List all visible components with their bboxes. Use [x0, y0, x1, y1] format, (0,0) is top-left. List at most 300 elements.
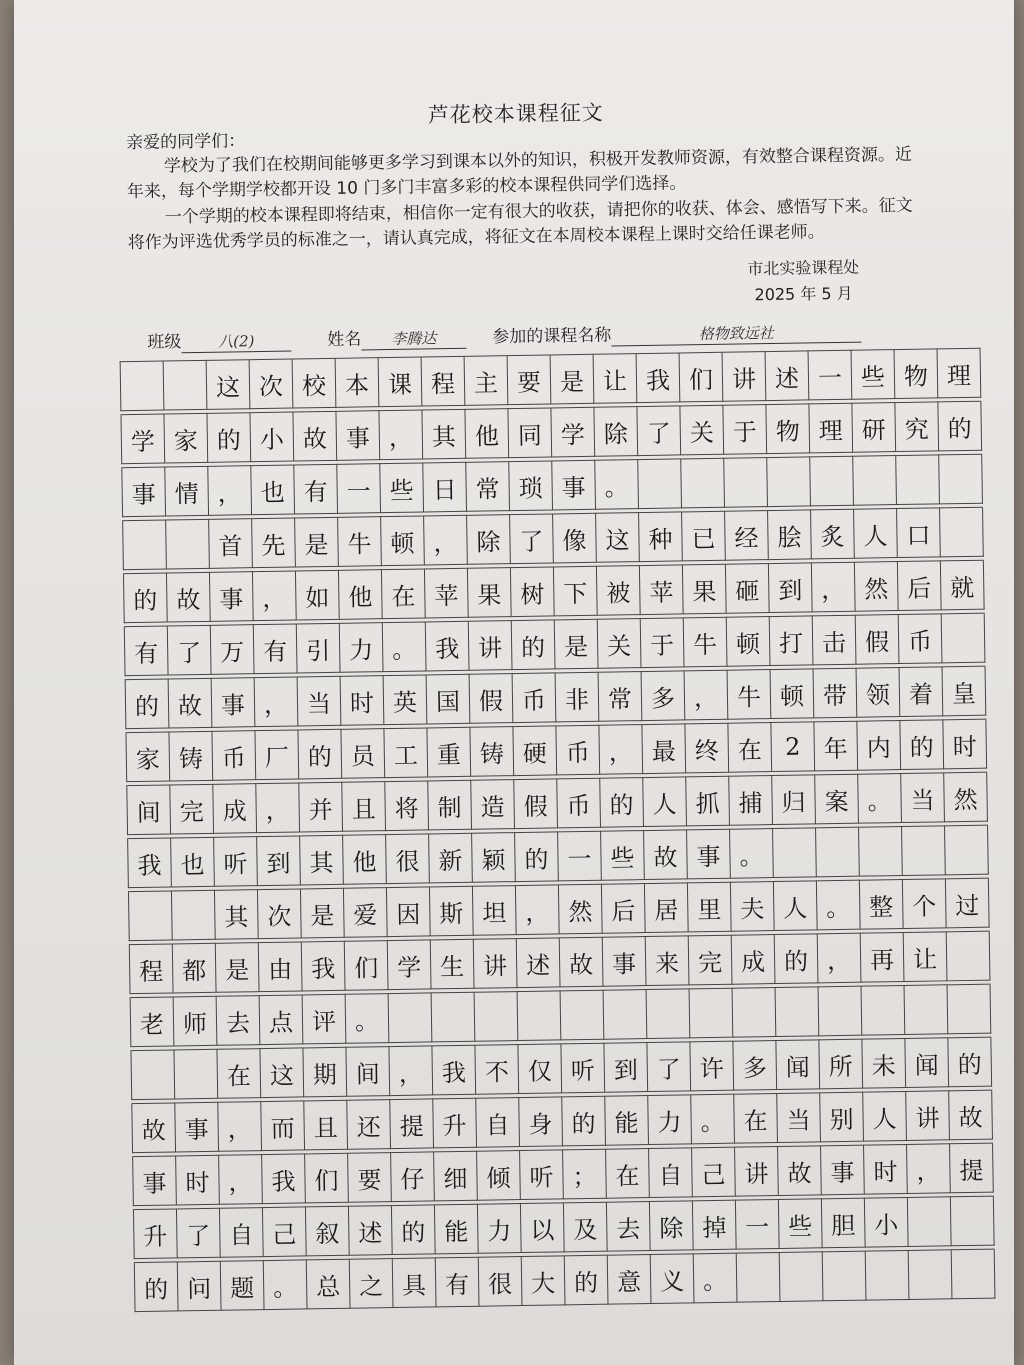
- essay-cell: 次: [249, 359, 293, 409]
- essay-cell: [853, 456, 897, 506]
- class-label: 班级: [147, 332, 182, 353]
- essay-cell: 的: [948, 1037, 992, 1087]
- course-label: 参加的课程名称: [492, 325, 612, 348]
- essay-cell: [166, 519, 210, 569]
- essay-cell: [902, 826, 946, 876]
- essay-cell: 学: [387, 940, 431, 990]
- essay-cell: 己: [262, 1207, 306, 1257]
- essay-cell: 讲: [906, 1091, 950, 1141]
- essay-cell: 他: [338, 570, 382, 620]
- essay-cell: [939, 454, 983, 504]
- paragraph-text: 一个学期的校本课程即将结束，相信你一定有很大的收获，请把你的收获、体会、感悟写下来。征文将作为评选优秀学员的标准之一，请认真完成，将征文在本周校本课程上课时交给任课老师。: [127, 195, 913, 254]
- essay-cell: 脍: [768, 510, 812, 560]
- essay-cell: 在: [728, 723, 772, 773]
- essay-cell: [946, 931, 990, 981]
- essay-cell: 铸: [470, 727, 514, 777]
- essay-cell: 在: [217, 1049, 261, 1099]
- essay-cell: 币: [212, 731, 256, 781]
- essay-cell: 一: [735, 1199, 779, 1249]
- essay-cell: [163, 360, 207, 410]
- essay-cell: 时: [943, 719, 987, 769]
- essay-cell: 常: [598, 672, 642, 722]
- essay-cell: 故: [166, 572, 210, 622]
- essay-cell: ，: [811, 562, 855, 612]
- essay-cell: 闻: [905, 1038, 949, 1088]
- essay-cell: 大: [521, 1256, 565, 1306]
- signature-block: [718, 254, 889, 309]
- essay-cell: 也: [171, 837, 215, 887]
- essay-cell: 厂: [255, 730, 299, 780]
- essay-cell: 事: [133, 1156, 177, 1206]
- essay-cell: 的: [515, 832, 559, 882]
- essay-cell: 假: [855, 615, 899, 665]
- essay-cell: [123, 520, 167, 570]
- essay-cell: 家: [126, 732, 170, 782]
- essay-cell: 我: [425, 621, 469, 671]
- essay-cell: 生: [430, 939, 474, 989]
- essay-cell: 间: [346, 1047, 390, 1097]
- essay-cell: 顿: [770, 669, 814, 719]
- essay-cell: 很: [478, 1257, 522, 1307]
- essay-cell: 。: [730, 829, 774, 879]
- essay-cell: 评: [302, 994, 346, 1044]
- name-value[interactable]: 李腾达: [361, 327, 466, 351]
- essay-cell: 在: [734, 1094, 778, 1144]
- essay-cell: 国: [426, 674, 470, 724]
- essay-cell: 些: [380, 463, 424, 513]
- essay-cell: 硬: [513, 726, 557, 776]
- essay-cell: 在: [606, 1149, 650, 1199]
- essay-cell: 口: [897, 508, 941, 558]
- essay-cell: 事: [175, 1102, 219, 1152]
- essay-cell: [904, 985, 948, 1035]
- essay-cell: 让: [903, 932, 947, 982]
- essay-cell: 皇: [942, 666, 986, 716]
- essay-cell: 居: [644, 883, 688, 933]
- essay-cell: 的: [134, 1262, 178, 1312]
- essay-cell: [638, 459, 682, 509]
- name-label: 姓名: [327, 329, 362, 350]
- essay-cell: 事: [821, 1145, 865, 1195]
- salutation: 亲爱的同学们：: [126, 131, 246, 154]
- essay-cell: 升: [433, 1098, 477, 1148]
- essay-grid-table: [120, 348, 996, 1312]
- essay-cell: 于: [640, 618, 684, 668]
- essay-cell: 能: [434, 1204, 478, 1254]
- essay-cell: 许: [690, 1041, 734, 1091]
- essay-cell: 家: [164, 413, 208, 463]
- essay-cell: ，: [256, 783, 300, 833]
- essay-cell: 种: [639, 512, 683, 562]
- essay-cell: 万: [210, 625, 254, 675]
- essay-cell: [779, 1252, 823, 1302]
- essay-cell: 之: [349, 1259, 393, 1309]
- essay-cell: 员: [341, 729, 385, 779]
- essay-cell: 的: [391, 1205, 435, 1255]
- essay-cell: 小: [864, 1197, 908, 1247]
- essay-cell: 学: [121, 414, 165, 464]
- essay-cell: 师: [173, 996, 217, 1046]
- essay-cell: [174, 1049, 218, 1099]
- essay-cell: 故: [559, 937, 603, 987]
- essay-cell: 学: [551, 407, 595, 457]
- essay-cell: 意: [607, 1255, 651, 1305]
- name-field: [327, 323, 466, 351]
- essay-cell: 了: [176, 1208, 220, 1258]
- essay-cell: 细: [434, 1151, 478, 1201]
- essay-cell: 假: [469, 674, 513, 724]
- essay-cell: [810, 456, 854, 506]
- essay-cell: 研: [852, 403, 896, 453]
- essay-cell: 先: [252, 518, 296, 568]
- essay-cell: 的: [562, 1096, 606, 1146]
- course-value[interactable]: 格物致远社: [611, 321, 861, 347]
- essay-cell: 事: [122, 467, 166, 517]
- essay-cell: ，: [599, 725, 643, 775]
- essay-cell: 琐: [509, 461, 553, 511]
- essay-cell: 不: [475, 1045, 519, 1095]
- essay-cell: 人: [854, 509, 898, 559]
- essay-cell: 了: [647, 1042, 691, 1092]
- essay-cell: 。: [595, 460, 639, 510]
- essay-cell: 在: [381, 569, 425, 619]
- essay-cell: ，: [389, 1046, 433, 1096]
- essay-cell: 击: [812, 615, 856, 665]
- essay-cell: 了: [510, 514, 554, 564]
- essay-cell: 引: [296, 623, 340, 673]
- paper-sheet: [14, 0, 1014, 1365]
- essay-cell: 当: [777, 1093, 821, 1143]
- essay-cell: 带: [813, 668, 857, 718]
- essay-cell: 如: [295, 570, 339, 620]
- essay-cell: 的: [123, 573, 167, 623]
- essay-cell: 力: [648, 1095, 692, 1145]
- essay-cell: ，: [208, 466, 252, 516]
- essay-cell: 程: [421, 356, 465, 406]
- essay-cell: 有: [253, 624, 297, 674]
- essay-cell: 除: [467, 515, 511, 565]
- essay-cell: 时: [864, 1144, 908, 1194]
- essay-cell: 。: [382, 622, 426, 672]
- essay-cell: [120, 361, 164, 411]
- essay-cell: 终: [685, 723, 729, 773]
- essay-cell: 完: [688, 935, 732, 985]
- essay-cell: 常: [466, 462, 510, 512]
- essay-cell: 然: [944, 772, 988, 822]
- essay-cell: 炙: [811, 509, 855, 559]
- essay-cell: 到: [257, 836, 301, 886]
- paragraph-text: 学校为了我们在校期间能够更多学习到课本以外的知识，积极开发教师资源，有效整合课程资源。近年来，每个学期学校都开设 10 门多门丰富多彩的校本课程供同学们选择。: [126, 144, 913, 203]
- essay-cell: 升: [133, 1209, 177, 1259]
- essay-cell: 然: [558, 884, 602, 934]
- essay-cell: 假: [514, 779, 558, 829]
- essay-cell: 就: [940, 560, 984, 610]
- essay-cell: 再: [860, 933, 904, 983]
- essay-cell: 多: [641, 671, 685, 721]
- essay-cell: 捕: [729, 776, 773, 826]
- essay-cell: 理: [937, 348, 981, 398]
- essay-cell: ；: [563, 1149, 607, 1199]
- essay-cell: 讲: [735, 1147, 779, 1197]
- essay-cell: 我: [301, 941, 345, 991]
- essay-cell: 非: [555, 672, 599, 722]
- essay-cell: 及: [563, 1202, 607, 1252]
- essay-cell: 果: [467, 568, 511, 618]
- essay-cell: ，: [424, 515, 468, 565]
- essay-cell: [736, 1252, 780, 1302]
- essay-cell: 了: [637, 406, 681, 456]
- essay-cell: 仅: [518, 1044, 562, 1094]
- essay-cell: 问: [177, 1261, 221, 1311]
- essay-cell: 让: [593, 354, 637, 404]
- essay-cell: 。: [693, 1253, 737, 1303]
- essay-cell: 事: [687, 829, 731, 879]
- issue-date: 2025 年 5 月: [754, 283, 853, 305]
- essay-cell: 究: [895, 402, 939, 452]
- essay-cell: 首: [209, 519, 253, 569]
- essay-cell: 听: [214, 837, 258, 887]
- essay-cell: 个: [902, 879, 946, 929]
- essay-cell: 些: [778, 1199, 822, 1249]
- essay-cell: 自: [219, 1208, 263, 1258]
- essay-cell: 力: [339, 623, 383, 673]
- essay-cell: 其: [422, 409, 466, 459]
- essay-cell: 别: [820, 1092, 864, 1142]
- essay-cell: 义: [650, 1254, 694, 1304]
- essay-cell: 故: [949, 1090, 993, 1140]
- essay-cell: 有: [294, 464, 338, 514]
- essay-cell: 小: [250, 412, 294, 462]
- essay-cell: 到: [768, 563, 812, 613]
- essay-cell: 其: [300, 835, 344, 885]
- signer-name: 市北实验课程处: [747, 257, 860, 279]
- essay-cell: 打: [769, 616, 813, 666]
- essay-cell: 除: [649, 1201, 693, 1251]
- essay-cell: 去: [606, 1202, 650, 1252]
- essay-cell: [947, 984, 991, 1034]
- essay-cell: 以: [520, 1203, 564, 1253]
- essay-cell: 币: [556, 725, 600, 775]
- essay-cell: 完: [170, 784, 214, 834]
- composition-grid: [120, 348, 996, 1312]
- essay-cell: ，: [515, 885, 559, 935]
- essay-cell: 其: [214, 890, 258, 940]
- essay-cell: 的: [938, 401, 982, 451]
- essay-cell: 期: [303, 1047, 347, 1097]
- essay-cell: 人: [863, 1091, 907, 1141]
- essay-cell: 事: [211, 678, 255, 728]
- essay-cell: ，: [252, 571, 296, 621]
- essay-cell: 。: [816, 880, 860, 930]
- essay-cell: [859, 827, 903, 877]
- essay-cell: 要: [507, 355, 551, 405]
- essay-cell: [689, 988, 733, 1038]
- essay-cell: 我: [262, 1154, 306, 1204]
- essay-cell: 我: [636, 353, 680, 403]
- essay-cell: 因: [386, 887, 430, 937]
- essay-cell: 新: [429, 833, 473, 883]
- essay-cell: 述: [765, 351, 809, 401]
- essay-cell: 制: [428, 780, 472, 830]
- essay-cell: 故: [293, 411, 337, 461]
- essay-cell: 2: [771, 722, 815, 772]
- essay-cell: 物: [894, 349, 938, 399]
- essay-cell: [474, 992, 518, 1042]
- essay-cell: 英: [383, 675, 427, 725]
- class-value[interactable]: 八(2): [181, 330, 291, 354]
- essay-cell: 是: [295, 517, 339, 567]
- essay-cell: 来: [645, 936, 689, 986]
- essay-cell: [431, 992, 475, 1042]
- essay-cell: [861, 985, 905, 1035]
- essay-cell: 故: [778, 1146, 822, 1196]
- essay-cell: 铸: [169, 731, 213, 781]
- essay-cell: [128, 891, 172, 941]
- essay-cell: [775, 987, 819, 1037]
- essay-cell: 事: [552, 460, 596, 510]
- essay-cell: 听: [561, 1043, 605, 1093]
- essay-cell: 着: [899, 667, 943, 717]
- essay-cell: 些: [851, 350, 895, 400]
- essay-cell: [681, 458, 725, 508]
- essay-cell: 抓: [686, 776, 730, 826]
- essay-cell: 顿: [381, 516, 425, 566]
- essay-cell: 最: [642, 724, 686, 774]
- essay-cell: 下: [553, 566, 597, 616]
- essay-cell: 日: [423, 462, 467, 512]
- essay-cell: 很: [386, 834, 430, 884]
- essay-cell: [907, 1197, 951, 1247]
- essay-cell: 树: [510, 567, 554, 617]
- essay-cell: [896, 455, 940, 505]
- essay-cell: [940, 507, 984, 557]
- essay-cell: 重: [427, 727, 471, 777]
- essay-cell: 将: [385, 781, 429, 831]
- essay-cell: 闻: [776, 1040, 820, 1090]
- essay-cell: 而: [261, 1101, 305, 1151]
- essay-cell: ，: [254, 677, 298, 727]
- essay-cell: 们: [679, 352, 723, 402]
- essay-cell: 故: [132, 1103, 176, 1153]
- essay-cell: 且: [304, 1100, 348, 1150]
- essay-cell: 听: [520, 1150, 564, 1200]
- essay-cell: 一: [808, 350, 852, 400]
- essay-cell: ，: [379, 410, 423, 460]
- essay-cell: 苹: [424, 568, 468, 618]
- essay-cell: 事: [602, 937, 646, 987]
- essay-cell: 除: [594, 407, 638, 457]
- essay-cell: 关: [597, 619, 641, 669]
- essay-cell: 币: [898, 614, 942, 664]
- essay-cell: 时: [176, 1155, 220, 1205]
- essay-cell: [646, 989, 690, 1039]
- essay-cell: 是: [550, 354, 594, 404]
- essay-cell: 已: [682, 511, 726, 561]
- essay-cell: 能: [605, 1096, 649, 1146]
- essay-cell: [773, 828, 817, 878]
- essay-cell: 。: [858, 774, 902, 824]
- essay-cell: 事: [209, 572, 253, 622]
- essay-cell: 坦: [472, 886, 516, 936]
- essay-cell: 。: [345, 994, 389, 1044]
- essay-cell: 的: [207, 413, 251, 463]
- essay-cell: 去: [216, 996, 260, 1046]
- essay-cell: 次: [257, 889, 301, 939]
- essay-cell: 过: [945, 878, 989, 928]
- essay-cell: 我: [432, 1045, 476, 1095]
- essay-cell: [865, 1250, 909, 1300]
- essay-cell: 讲: [473, 939, 517, 989]
- essay-cell: 情: [165, 466, 209, 516]
- essay-cell: ，: [219, 1155, 263, 1205]
- essay-cell: 多: [733, 1041, 777, 1091]
- essay-cell: 己: [692, 1147, 736, 1197]
- essay-cell: 所: [819, 1039, 863, 1089]
- essay-cell: 程: [129, 944, 173, 994]
- essay-cell: 了: [167, 625, 211, 675]
- essay-cell: 总: [306, 1259, 350, 1309]
- essay-cell: 讲: [722, 352, 766, 402]
- essay-cell: 。: [691, 1094, 735, 1144]
- essay-cell: 他: [343, 835, 387, 885]
- essay-cell: [908, 1250, 952, 1300]
- essay-cell: 掉: [692, 1200, 736, 1250]
- essay-cell: 胆: [821, 1198, 865, 1248]
- essay-cell: 颖: [472, 833, 516, 883]
- essay-cell: [517, 991, 561, 1041]
- essay-cell: 提: [390, 1099, 434, 1149]
- essay-cell: 年: [814, 721, 858, 771]
- essay-cell: 要: [348, 1153, 392, 1203]
- essay-cell: [732, 988, 776, 1038]
- sheet-content: [14, 0, 1014, 1365]
- essay-cell: 的: [774, 934, 818, 984]
- essay-cell: 的: [600, 778, 644, 828]
- essay-cell: 果: [682, 564, 726, 614]
- essay-cell: 力: [477, 1204, 521, 1254]
- essay-cell: 这: [596, 513, 640, 563]
- essay-cell: ，: [684, 670, 728, 720]
- essay-cell: 也: [251, 465, 295, 515]
- essay-cell: 事: [336, 411, 380, 461]
- essay-cell: [816, 827, 860, 877]
- essay-cell: 的: [125, 679, 169, 729]
- essay-cell: 他: [465, 409, 509, 459]
- essay-cell: 造: [471, 780, 515, 830]
- essay-cell: 时: [340, 676, 384, 726]
- essay-cell: 老: [130, 997, 174, 1047]
- essay-cell: [951, 1249, 995, 1299]
- essay-cell: 主: [464, 356, 508, 406]
- essay-cell: 案: [815, 774, 859, 824]
- essay-cell: 工: [384, 728, 428, 778]
- class-field: [147, 326, 291, 354]
- essay-cell: [171, 890, 215, 940]
- essay-cell: 牛: [727, 670, 771, 720]
- essay-cell: 一: [558, 831, 602, 881]
- essay-cell: 后: [897, 561, 941, 611]
- essay-cell: ，: [218, 1102, 262, 1152]
- essay-cell: 被: [596, 566, 640, 616]
- essay-cell: 当: [297, 676, 341, 726]
- essay-cell: 述: [516, 938, 560, 988]
- essay-cell: 些: [601, 831, 645, 881]
- essay-cell: 斯: [429, 886, 473, 936]
- essay-cell: 币: [512, 673, 556, 723]
- essay-cell: ，: [817, 933, 861, 983]
- essay-cell: 都: [172, 943, 216, 993]
- essay-cell: 故: [168, 678, 212, 728]
